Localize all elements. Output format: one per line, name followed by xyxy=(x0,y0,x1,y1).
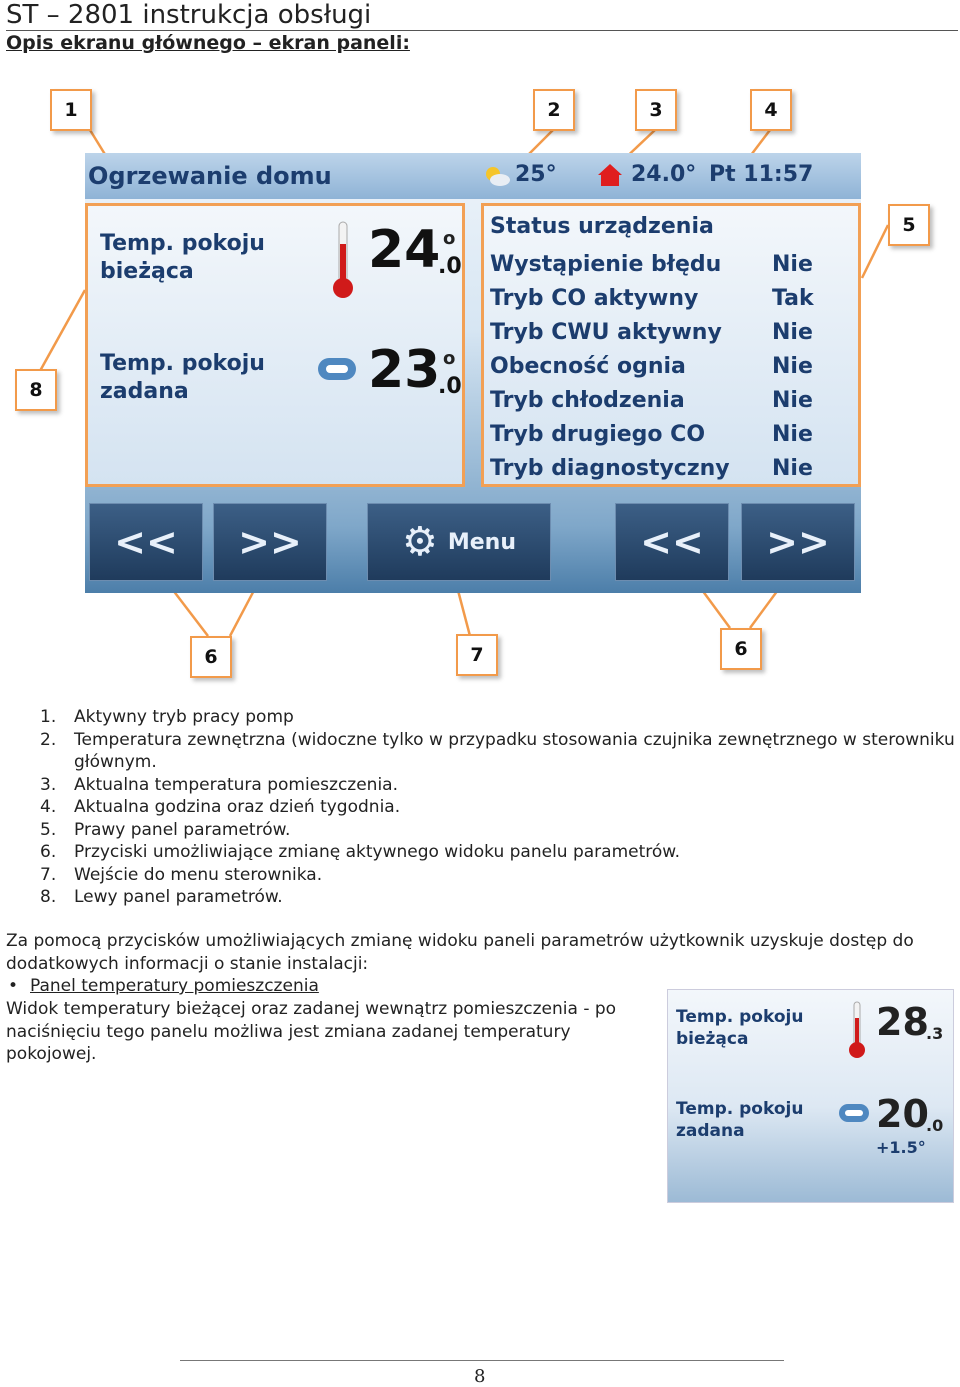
status-value: Nie xyxy=(772,354,813,379)
sp-current-frac: .3 xyxy=(926,1024,944,1043)
header-divider xyxy=(6,30,958,31)
next-right-button[interactable]: >> xyxy=(741,503,855,581)
thermometer-icon xyxy=(332,220,354,300)
page-header: ST – 2801 instrukcja obsługi xyxy=(6,0,372,30)
list-item xyxy=(40,886,955,909)
status-row xyxy=(490,286,850,320)
list-item-text: Aktualna godzina oraz dzień tygodnia. xyxy=(74,797,401,817)
section-title: Opis ekranu głównego – ekran paneli: xyxy=(6,32,410,54)
next-left-button[interactable]: >> xyxy=(213,503,327,581)
list-item xyxy=(40,841,955,864)
list-item-number: 1. xyxy=(40,707,57,727)
sp-current-label-1: Temp. pokoju xyxy=(676,1007,804,1027)
bullet-heading: Panel temperatury pomieszczenia xyxy=(30,976,319,996)
status-label: Tryb diagnostyczny xyxy=(490,456,730,481)
list-item-number: 7. xyxy=(40,864,57,885)
page-number: 8 xyxy=(474,1366,486,1387)
right-parameter-panel[interactable] xyxy=(481,203,861,487)
list-item-number: 2. xyxy=(40,729,57,750)
set-temp-frac: .0 xyxy=(438,374,462,399)
status-row xyxy=(490,422,850,456)
status-row xyxy=(490,388,850,422)
status-value: Nie xyxy=(772,320,813,345)
list-item xyxy=(40,774,955,797)
prev-left-button[interactable]: << xyxy=(89,503,203,581)
room-temp-panel[interactable] xyxy=(667,989,954,1203)
set-temp-label-1: Temp. pokoju xyxy=(100,351,265,376)
status-label: Tryb chłodzenia xyxy=(490,388,685,413)
panel-description: Widok temperatury bieżącej oraz zadanej wewnątrz pomieszczenia - po naciśnięciu tego panelu możliwa jest zmiana zadanej temperatury pokojowej. xyxy=(6,999,617,1064)
callout-2: 2 xyxy=(533,89,575,131)
menu-label: Menu xyxy=(447,529,516,555)
sp-set-frac: .0 xyxy=(926,1116,944,1135)
gear-icon: ⚙ xyxy=(402,519,438,565)
left-parameter-panel[interactable] xyxy=(85,203,465,487)
list-item-text: Lewy panel parametrów. xyxy=(74,887,283,907)
hand-icon xyxy=(838,1102,870,1124)
clock: Pt 11:57 xyxy=(709,162,814,187)
callout-8: 8 xyxy=(15,369,57,411)
callout-6-left: 6 xyxy=(190,636,232,678)
status-label: Tryb CO aktywny xyxy=(490,286,699,311)
current-temp-label-2: bieżąca xyxy=(100,259,194,284)
status-label: Wystąpienie błędu xyxy=(490,252,722,277)
status-row xyxy=(490,456,850,490)
sp-set-label-1: Temp. pokoju xyxy=(676,1099,804,1119)
list-item-text: Temperatura zewnętrzna (widoczne tylko w przypadku stosowania czujnika zewnętrznego w sterowniku głównym. xyxy=(74,729,955,772)
list-item-text: Wejście do menu sterownika. xyxy=(74,864,323,885)
list-item xyxy=(40,819,955,842)
list-item-text: Przyciski umożliwiające zmianę aktywnego widoku panelu parametrów. xyxy=(74,842,681,862)
status-value: Nie xyxy=(772,456,813,481)
status-label: Tryb drugiego CO xyxy=(490,422,706,447)
list-item xyxy=(40,706,955,729)
sp-current-label-2: bieżąca xyxy=(676,1029,749,1049)
callout-1: 1 xyxy=(50,89,92,131)
house-icon xyxy=(597,162,623,188)
bullet-icon: • xyxy=(8,976,19,996)
list-item-number: 4. xyxy=(40,797,57,817)
list-item-text: Aktywny tryb pracy pomp xyxy=(74,707,294,727)
set-temp-label-2: zadana xyxy=(100,379,189,404)
sp-offset: +1.5° xyxy=(876,1138,926,1157)
status-value: Nie xyxy=(772,388,813,413)
callout-6-right: 6 xyxy=(720,628,762,670)
description-list xyxy=(40,706,955,909)
callout-5: 5 xyxy=(888,204,930,246)
room-temp-readout: 24.0° xyxy=(631,162,697,187)
current-temp-frac: .0 xyxy=(438,254,462,279)
menu-button[interactable] xyxy=(367,503,551,581)
list-item-text: Prawy panel parametrów. xyxy=(74,819,291,840)
status-row xyxy=(490,252,850,286)
degree-mark: o xyxy=(443,228,456,249)
current-temp-label-1: Temp. pokoju xyxy=(100,231,265,256)
list-item xyxy=(40,729,955,774)
list-item xyxy=(40,864,955,887)
status-row xyxy=(490,320,850,354)
status-value: Nie xyxy=(772,252,813,277)
hand-icon xyxy=(316,354,358,384)
status-list xyxy=(490,252,850,490)
sun-cloud-icon xyxy=(483,165,511,187)
list-item-number: 5. xyxy=(40,819,57,840)
footer-divider xyxy=(180,1360,784,1361)
list-item-text: Aktualna temperatura pomieszczenia. xyxy=(74,774,399,795)
outdoor-temp: 25° xyxy=(515,162,557,187)
sp-set-whole: 20 xyxy=(876,1092,929,1136)
controller-screen xyxy=(85,153,861,593)
status-title: Status urządzenia xyxy=(490,214,714,239)
callout-4: 4 xyxy=(750,89,792,131)
status-value: Tak xyxy=(772,286,814,311)
list-item-number: 3. xyxy=(40,774,57,795)
set-temp-whole: 23 xyxy=(368,340,441,400)
status-label: Tryb CWU aktywny xyxy=(490,320,722,345)
status-value: Nie xyxy=(772,422,813,447)
sp-current-whole: 28 xyxy=(876,1000,929,1044)
intro-paragraph: Za pomocą przycisków umożliwiających zmianę widoku paneli parametrów użytkownik uzyskuje dostęp do dodatkowych informacji o stanie instalacji: xyxy=(6,931,914,974)
status-row xyxy=(490,354,850,388)
callout-3: 3 xyxy=(635,89,677,131)
degree-mark: o xyxy=(443,348,456,369)
prev-right-button[interactable]: << xyxy=(615,503,729,581)
list-item xyxy=(40,796,955,819)
callout-7: 7 xyxy=(456,634,498,676)
sp-set-label-2: zadana xyxy=(676,1121,745,1141)
current-temp-whole: 24 xyxy=(368,220,441,280)
screen-title: Ogrzewanie domu xyxy=(88,162,332,190)
button-bar xyxy=(85,503,861,593)
thermometer-icon xyxy=(848,1000,866,1060)
list-item-number: 8. xyxy=(40,887,57,907)
list-item-number: 6. xyxy=(40,842,57,862)
status-label: Obecność ognia xyxy=(490,354,686,379)
